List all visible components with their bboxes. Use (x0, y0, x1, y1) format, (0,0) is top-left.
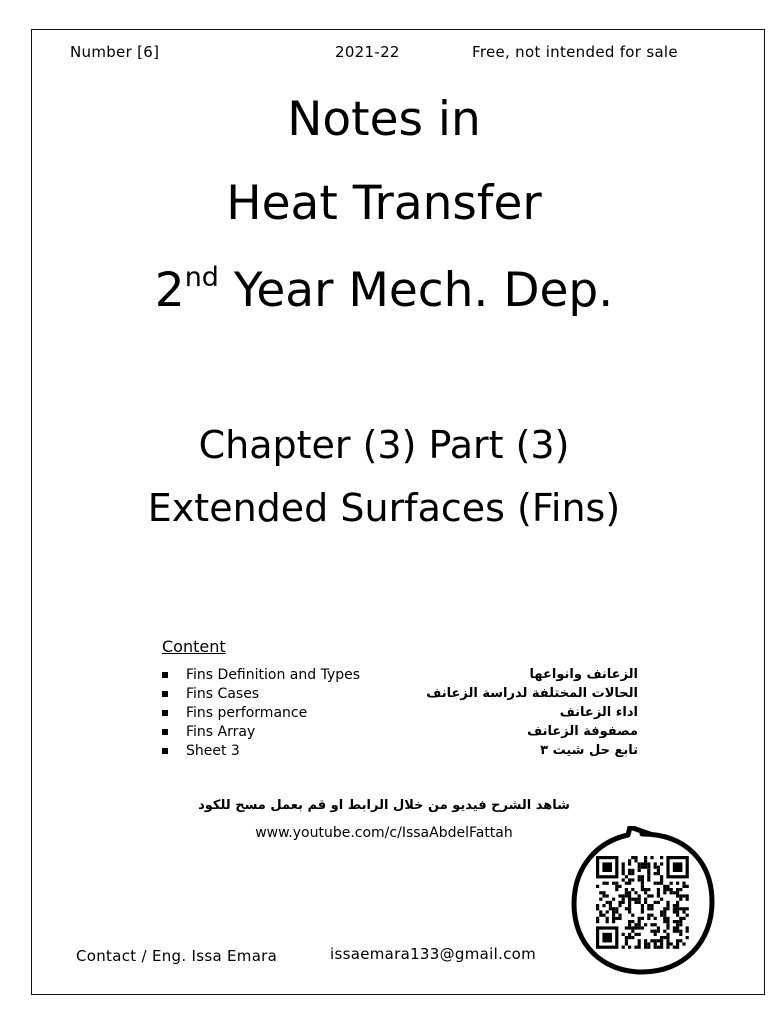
item-arabic: الزعانف وانواعها (529, 667, 638, 682)
item-english: Fins performance (186, 705, 308, 721)
list-item (162, 686, 638, 705)
bullet-icon (162, 729, 168, 735)
video-instruction: شاهد الشرح فيديو من خلال الرابط او قم بعمل مسح للكود (198, 798, 570, 813)
item-english: Fins Cases (186, 686, 260, 702)
content-heading: Content (162, 637, 226, 656)
item-english: Fins Definition and Types (186, 667, 361, 683)
content-list (162, 667, 638, 762)
year-number: 2 (154, 263, 185, 318)
item-arabic: الحالات المختلفة لدراسة الزعانف (426, 686, 638, 701)
item-arabic: مصفوفة الزعانف (527, 724, 638, 739)
item-english: Sheet 3 (186, 743, 240, 759)
list-item (162, 724, 638, 743)
list-item (162, 667, 638, 686)
chapter-subject: Extended Surfaces (Fins) (147, 486, 621, 530)
academic-year: 2021-22 (335, 43, 400, 61)
item-arabic: اداء الزعانف (559, 705, 638, 720)
year-ordinal-suffix: nd (184, 262, 219, 293)
sale-notice: Free, not intended for sale (472, 43, 678, 61)
title-line-1: Notes in (287, 92, 481, 147)
bullet-icon (162, 710, 168, 716)
item-arabic: تابع حل شيت ٣ (540, 743, 638, 758)
year-department: Year Mech. Dep. (218, 263, 614, 318)
title-line-3 (0, 262, 768, 318)
qr-code-icon[interactable] (566, 826, 718, 978)
bullet-icon (162, 748, 168, 754)
item-english: Fins Array (186, 724, 256, 740)
title-line-2: Heat Transfer (226, 176, 542, 231)
qr-speech-bubble (566, 826, 718, 978)
issue-number: Number [6] (70, 43, 160, 61)
chapter-title: Chapter (3) Part (3) (198, 423, 570, 467)
bullet-icon (162, 672, 168, 678)
list-item (162, 705, 638, 724)
contact-email[interactable]: issaemara133@gmail.com (330, 945, 537, 963)
bullet-icon (162, 691, 168, 697)
list-item (162, 743, 638, 762)
youtube-link[interactable]: www.youtube.com/c/IssaAbdelFattah (255, 825, 513, 841)
contact-name: Contact / Eng. Issa Emara (76, 947, 278, 965)
